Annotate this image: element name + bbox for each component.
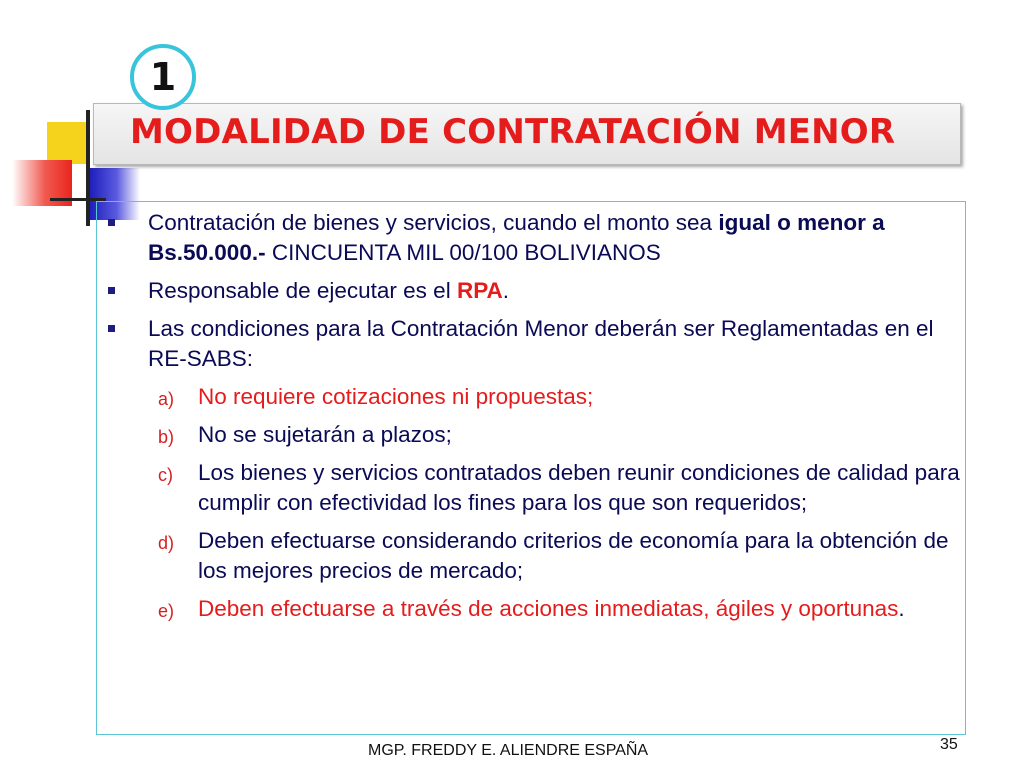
footer-author: MGP. FREDDY E. ALIENDRE ESPAÑA — [368, 742, 649, 759]
bullet-item: Las condiciones para la Contratación Menor deberán ser Reglamentadas en el RE-SABS: — [108, 314, 968, 374]
bullet-item: Responsable de ejecutar es el RPA. — [108, 276, 968, 306]
sub-item-a: a) No requiere cotizaciones ni propuestas; — [158, 384, 594, 409]
decorative-vertical-line — [86, 110, 90, 226]
slide-content — [108, 208, 968, 632]
slide-number: 1 — [149, 55, 177, 99]
bullet-square-icon — [108, 287, 115, 294]
bullet-square-icon — [108, 219, 115, 226]
slide-title: MODALIDAD DE CONTRATACIÓN MENOR — [130, 112, 896, 152]
sub-item-b: b) No se sujetarán a plazos; — [158, 422, 452, 447]
bullet-square-icon — [108, 325, 115, 332]
decorative-yellow-square — [47, 122, 89, 164]
sub-item-e: e) Deben efectuarse a través de acciones inmediatas, ágiles y oportunas. — [158, 596, 905, 621]
page-number: 35 — [940, 736, 958, 753]
sub-item-c: c) Los bienes y servicios contratados deben reunir condiciones de calidad para cumplir con efectividad los fines para los que son requeridos; — [158, 460, 960, 515]
bullet-item: Contratación de bienes y servicios, cuando el monto sea igual o menor a Bs.50.000.- CINCUENTA MIL 00/100 BOLIVIANOS — [108, 208, 968, 268]
slide-number-badge — [130, 44, 196, 110]
sub-item-d: d) Deben efectuarse considerando criterios de economía para la obtención de los mejores precios de mercado; — [158, 528, 949, 583]
